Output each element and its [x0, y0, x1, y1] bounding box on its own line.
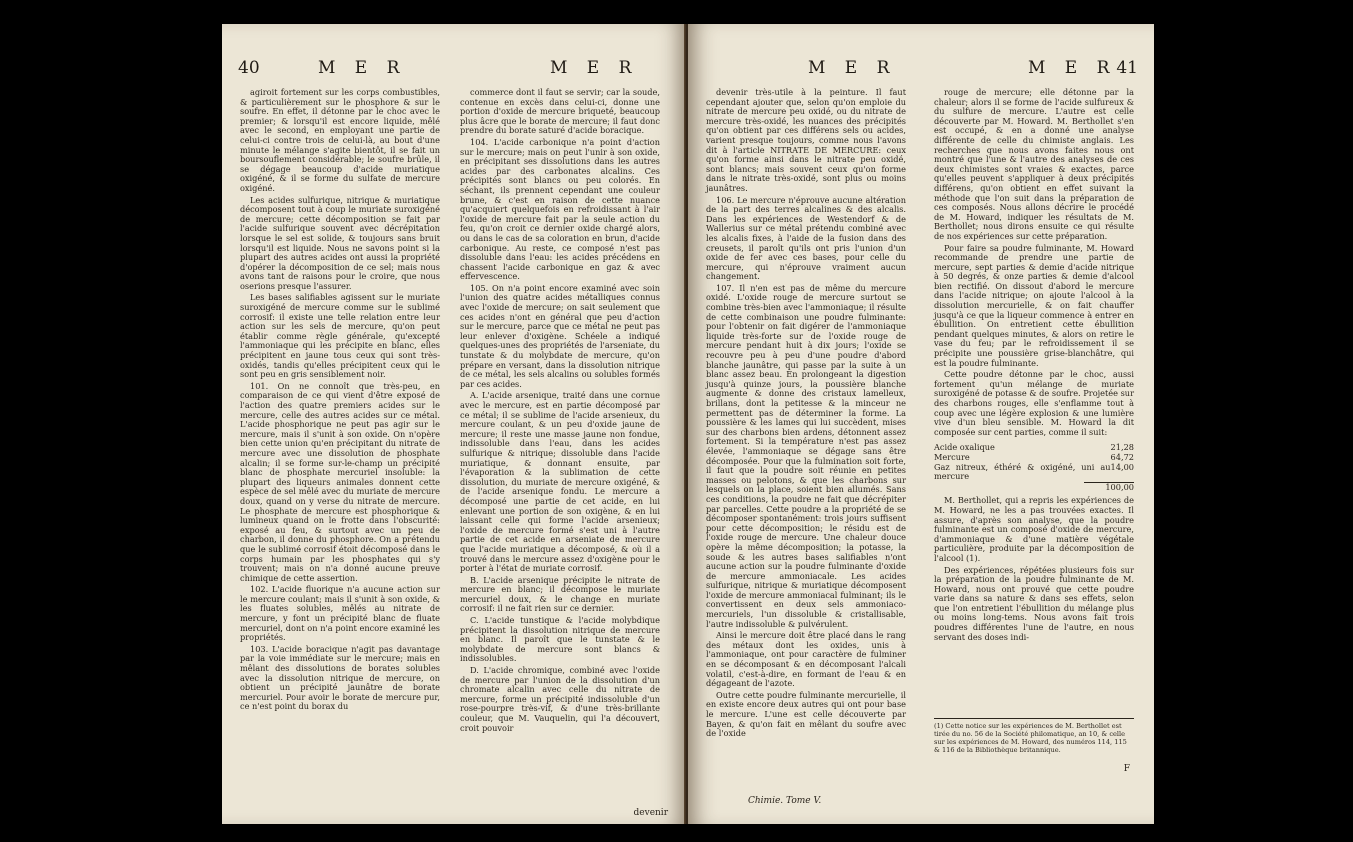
column-2-paragraphs-after — [934, 496, 1134, 642]
left-page — [222, 24, 686, 824]
paragraph: Les bases salifiables agissent sur le muriate suroxigéné de mercure comme sur le sublimé corrosif: il existe une telle relation entre leur action sur les sels de mercure, qu'on peut établir comme règle générale, qu'excepté l'ammoniaque qui les précipite en blanc, elles précipitent en jaune tous ceux qui sont très-oxidés, tandis qu'elles précipitent ceux qui le sont peu en gris sensiblement noir. — [240, 292, 440, 380]
paragraph: C. L'acide tunstique & l'acide molybdique précipitent la dissolution nitrique de mercure en blanc. Il paroît que le tunstate & le molybdate de mercure sont blancs & indissolubles. — [460, 615, 660, 664]
paragraph: 101. On ne connoît que très-peu, en comparaison de ce qui vient d'être exposé de l'action des quatre premiers acides sur le mercure, celle des autres acides sur ce métal. L'acide phosphorique ne peut pas agir sur le mercure, mais il s'unit à son oxide. On n'opère bien cette union qu'en précipitant du nitrate de mercure avec une dissolution de phosphate alcalin; il se forme sur-le-champ un précipité blanc de phosphate mercuriel insoluble: la plupart des liqueurs animales donnent cette espèce de sel mêlé avec du muriate de mercure doux, quand on y verse du nitrate de mercure. Le phosphate de mercure est phosphorique & lumineux quand on le frotte dans l'obscurité: exposé au feu, & surtout avec un peu de charbon, il donne du phosphore. On a prétendu que le sublimé corrosif étoit décomposé dans le corps humain par les phosphates qui s'y trouvent; mais on n'a donné aucune preuve chimique de cette assertion. — [240, 380, 440, 583]
paragraph: Ainsi le mercure doit être placé dans le rang des métaux dont les oxides, unis à l'ammoniaque, ont pour caractère de fulminer en se décomposant & en décomposant l'alcali volatil, c'est-à-dire, en formant de l'eau & en dégageant de l'azote. — [706, 630, 906, 689]
running-header-left: M E R — [808, 58, 897, 78]
running-header-left: M E R — [318, 58, 407, 78]
paragraph: devenir très-utile à la peinture. Il faut cependant ajouter que, selon qu'on emploie du nitrate de mercure peu oxidé, ou du nitrate de mercure très-oxidé, les nuances des précipités qu'on obtient par ces différens sels ou acides, varient presque toujours, comme nous l'avons dit à l'article NITRATE DE MERCURE: ceux qu'on forme ainsi dans le nitrate peu oxidé, sont blancs; mais souvent ceux qu'on forme dans le nitrate très-oxidé, sont plus ou moins jaunâtres. — [706, 87, 906, 193]
catchword: devenir — [633, 808, 668, 818]
paragraph: 103. L'acide boracique n'agit pas davantage par la voie immédiate sur le mercure; mais en mêlant des dissolutions de borates solubles avec la dissolution nitrique de mercure, on obtient un précipité jaunâtre de borate mercuriel. Pour avoir le borate de mercure pur, ce n'est point du borax du — [240, 643, 440, 712]
paragraph: 107. Il n'en est pas de même du mercure oxidé. L'oxide rouge de mercure surtout se combine très-bien avec l'ammoniaque; il résulte de cette combinaison une poudre fulminante: pour l'obtenir on fait digérer de l'ammoniaque liquide très-forte sur de l'oxide rouge de mercure pendant huit à dix jours; l'oxide se recouvre peu à peu d'une poudre d'abord blanche jaunâtre, qui passe par la suite à un blanc assez beau. En prolongeant la digestion jusqu'à quinze jours, la poussière blanche augmente & donne des cristaux lamelleux, brillans, dont la petitesse & la minceur ne permettent pas de déterminer la forme. La poussière & les lames qui lui succèdent, mises sur des charbons bien ardens, détonnent assez fortement. Si la température n'est pas assez élevée, l'ammoniaque se dégage sans être décomposée. Pour que la fulmination soit forte, il faut que la poudre soit réunie en petites masses ou pelotons, & que les charbons sur lesquels on la place, soient bien allumés. Sans ces conditions, la poudre ne fait que décrépiter par parcelles. Cette poudre a la propriété de se décomposer spontanément: trois jours suffisent pour cette décomposition; le résidu est de l'oxide rouge de mercure. Une chaleur douce opère la même décomposition; la potasse, la soude & les autres bases salifiables n'ont aucune action sur la poudre fulminante d'oxide de mercure ammoniacale. Les acides sulfurique, nitrique & muriatique décomposent l'oxide de mercure ammoniacal fulminant; ils le convertissent en deux sels ammoniaco-mercuriels, l'un dissoluble & cristallisable, l'autre indissoluble & pulvérulent. — [706, 282, 906, 629]
table-value: 64,72 — [1110, 451, 1134, 462]
paragraph: M. Berthollet, qui a repris les expériences de M. Howard, ne les a pas trouvées exactes. Il assure, d'après son analyse, que la poudre fulminante est un composé d'oxide de mercure, d'ammoniaque & d'une matière végétale particulière, produite par la décomposition de l'alcool (1). — [934, 495, 1134, 563]
paragraph: 106. Le mercure n'éprouve aucune altération de la part des terres alcalines & des alcalis. Dans les expériences de Westendorf & de Wallerius sur ce métal prétendu combiné avec les alcalis fixes, à l'aide de la fusion dans des creusets, il paroît qu'ils ont pris l'union d'un oxide de fer avec ces bases, pour celle du mercure, qui n'éprouve vraiment aucun changement. — [706, 194, 906, 282]
column-2-paragraphs — [934, 88, 1134, 437]
paragraph: D. L'acide chromique, combiné avec l'oxide de mercure par l'union de la dissolution d'un chromate alcalin avec celle du nitrate de mercure, forme un précipité indissoluble d'un rose-pourpre très-vif, & d'une très-brillante couleur, que M. Vauquelin, qui l'a découvert, croit pouvoir — [460, 665, 660, 733]
table-label: Gaz nitreux, éthéré & oxigéné, uni au mercure — [934, 461, 1111, 482]
text-column-1 — [706, 88, 906, 741]
page-number: 40 — [238, 58, 260, 78]
paragraph: Pour faire sa poudre fulminante, M. Howard recommande de prendre une partie de mercure, sept parties & demie d'acide nitrique à 50 degrés, & onze parties & demie d'alcool bien rectifié. On dissout d'abord le mercure dans l'acide nitrique; on ajoute l'alcool à la dissolution mercurielle, & on fait chauffer jusqu'à ce que la liqueur commence à entrer en ébullition. On entretient cette ébullition pendant quelques minutes, & alors on retire le vase du feu; par le refroidissement il se précipite une poussière grise-blanchâtre, qui est la poudre fulminante. — [934, 242, 1134, 368]
composition-table — [934, 443, 1134, 492]
paragraph: rouge de mercure; elle détonne par la chaleur; alors il se forme de l'acide sulfureux & du sulfure de mercure. L'autre est celle découverte par M. Howard. M. Berthollet s'en est occupé, & en a donné une analyse différente de celle du chimiste anglais. Les recherches que nous avons faites nous ont montré que l'une & l'autre des analyses de ces deux chimistes sont vraies & exactes, parce qu'elles peuvent s'appliquer à deux précipités différens, qu'on obtient en effet suivant la méthode que l'on suit dans la préparation de ces composés. Nous allons décrire le procédé de M. Howard, indiquer les résultats de M. Berthollet; nous dirons ensuite ce qui résulte de nos expériences sur cette préparation. — [934, 87, 1134, 241]
paragraph: 104. L'acide carbonique n'a point d'action sur le mercure; mais on peut l'unir à son oxide, en précipitant ses dissolutions dans les autres acides par des carbonates alcalins. Ces précipités sont blancs ou peu colorés. En séchant, ils prennent cependant une couleur brune, & c'est en raison de cette nuance qu'acquiert quelquefois en refroidissant à l'air l'oxide de mercure fait par la seule action du feu, qu'on croit ce dernier oxide chargé alors, ou dans le cas de sa coloration en brun, d'acide carbonique. Au reste, ce composé n'est pas dissoluble dans l'eau: les acides précédens en chassent l'acide carbonique en gaz & avec effervescence. — [460, 136, 660, 282]
table-value: 21,28 — [1110, 442, 1134, 453]
table-label: Acide oxalique — [934, 442, 995, 453]
table-label: Mercure — [934, 451, 970, 462]
table-total: 100,00 — [1084, 482, 1134, 493]
running-header-right: M E R — [550, 58, 639, 78]
running-header-right: M E R — [1028, 58, 1117, 78]
paragraph: agiroit fortement sur les corps combustibles, & particulièrement sur le phosphore & sur le soufre. En effet, il détonne par le choc avec le premier; & lorsqu'il est encore liquide, mêlé avec le second, en employant une partie de celui-ci contre trois de celui-là, au bout d'une minute le mélange s'agite bientôt, il se fait un boursouflement considérable; le soufre brûle, il se dégage beaucoup d'acide muriatique oxigéné, & il se forme du sulfate de mercure oxigéné. — [240, 87, 440, 193]
signature-mark: F — [1123, 764, 1130, 774]
table-value: 14,00 — [1110, 461, 1134, 472]
paragraph: 102. L'acide fluorique n'a aucune action sur le mercure coulant; mais il s'unit à son oxide, & les fluates solubles, mêlés au nitrate de mercure, y font un précipité blanc de fluate mercuriel, dont on n'a point encore examiné les propriétés. — [240, 584, 440, 643]
paragraph: Outre cette poudre fulminante mercurielle, il en existe encore deux autres qui ont pour base le mercure. L'une est celle découverte par Bayen, & qu'on fait en mêlant du soufre avec de l'oxide — [706, 689, 906, 739]
text-column-1 — [240, 88, 440, 714]
page-number: 41 — [1116, 58, 1138, 78]
paragraph: Cette poudre détonne par le choc, aussi fortement qu'un mélange de muriate suroxigéné de potasse & de soufre. Projetée sur des charbons rouges, elle s'enflamme tout à coup avec une légère explosion & une lumière vive d'un bleu sensible. M. Howard la dit composée sur cent parties, comme il suit: — [934, 369, 1134, 437]
paragraph: A. L'acide arsenique, traité dans une cornue avec le mercure, est en partie décomposé par ce métal; il se sublime de l'acide arsenieux, du mercure coulant, & un peu d'oxide jaune de mercure; il reste une masse jaune non fondue, indissoluble dans l'eau, dans les acides sulfurique & nitrique; dissoluble dans l'acide muriatique, & donnant ensuite, par l'évaporation & la sublimation de cette dissolution, du muriate de mercure oxigéné, & de l'acide arsenique fondu. Le mercure a décomposé une partie de cet acide, en lui enlevant une portion de son oxigène, & en lui laissant celle qui forme l'acide arsenieux; l'oxide de mercure formé s'est uni à l'autre partie de cet acide en arseniate de mercure que l'acide muriatique a décomposé, & où il a trouvé dans le mercure assez d'oxigène pour le porter à l'état de muriate corrosif. — [460, 390, 660, 574]
paragraph: B. L'acide arsenique précipite le nitrate de mercure en blanc; il décompose le muriate mercuriel doux, & le change en muriate corrosif: il ne fait rien sur ce dernier. — [460, 574, 660, 614]
paragraph: 105. On n'a point encore examiné avec soin l'union des quatre acides métalliques connus avec l'oxide de mercure; on sait seulement que ces acides n'ont en général que peu d'action sur le mercure, parce que ce métal ne peut pas leur enlever d'oxigène. Schéele a indiqué quelques-unes des propriétés de l'arseniate, du tunstate & du molybdate de mercure, qu'on prépare en versant, dans la dissolution nitrique de ce métal, les sels alcalins ou solubles formés par ces acides. — [460, 282, 660, 389]
paragraph: Des expériences, répétées plusieurs fois sur la préparation de la poudre fulminante de M. Howard, nous ont prouvé que cette poudre varie dans sa nature & dans ses effets, selon que l'on entretient l'ébullition du mélange plus ou moins long-tems. Nous avons fait trois poudres différentes l'une de l'autre, en nous servant des doses indi- — [934, 564, 1134, 642]
paragraph: Les acides sulfurique, nitrique & muriatique décomposent tout à coup le muriate suroxigéné de mercure; cette décomposition se fait par l'acide sulfurique souvent avec décrépitation lorsque le sel est solide, & toujours sans bruit lorsqu'il est liquide. Nous ne savons point si la plupart des autres acides ont aussi la propriété d'opérer la décomposition de ce sel; mais nous avons tant de raisons pour le croire, que nous oserions presque l'assurer. — [240, 194, 440, 291]
right-page — [688, 24, 1154, 824]
table-row — [934, 463, 1134, 482]
signature-line: Chimie. Tome V. — [748, 796, 822, 806]
text-column-2 — [934, 88, 1134, 644]
paragraph: commerce dont il faut se servir; car la soude, contenue en excès dans celui-ci, donne une portion d'oxide de mercure briqueté, beaucoup plus âcre que le borate de mercure; il faut donc prendre du borate saturé d'acide boracique. — [460, 87, 660, 136]
footnote: (1) Cette notice sur les expériences de M. Berthollet est tirée du no. 56 de la Société philomatique, an 10, & celle sur les expériences de M. Howard, des numéros 114, 115 & 116 de la Bibliothèque britannique. — [934, 718, 1134, 754]
text-column-2 — [460, 88, 660, 735]
